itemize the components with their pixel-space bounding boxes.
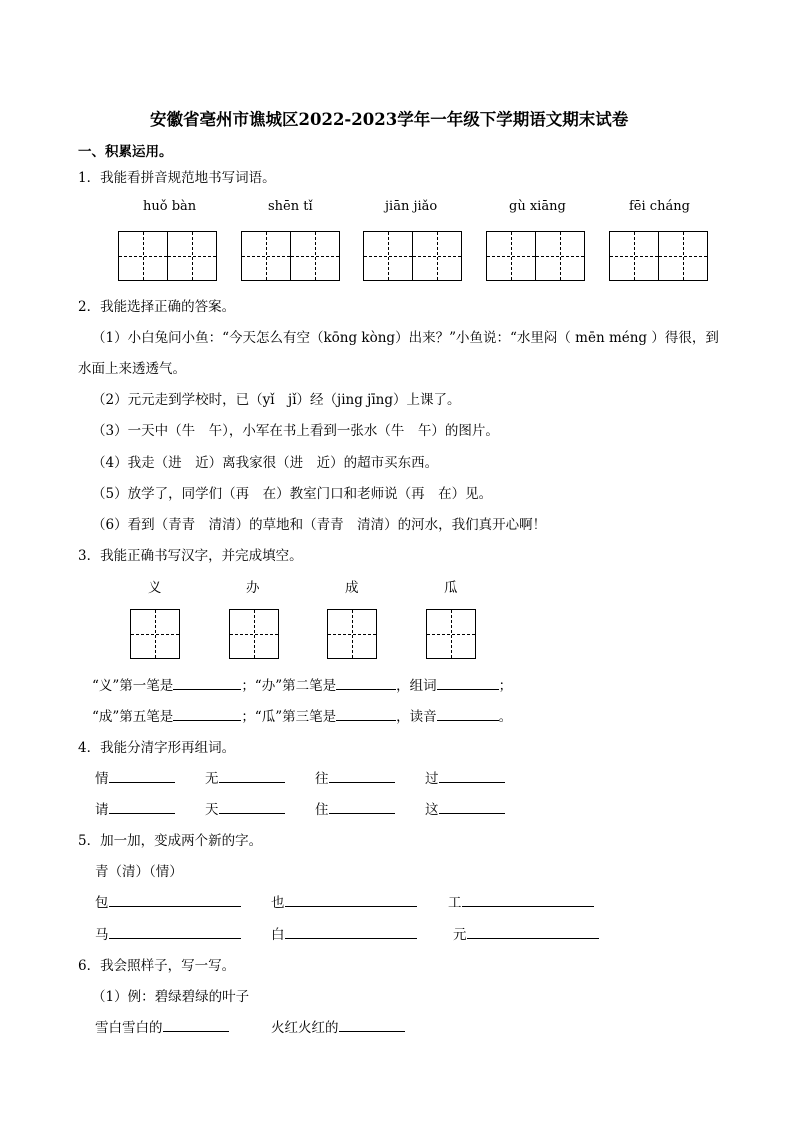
question-4-stem: 4．我能分清字形再组词。 [78,740,236,756]
char-grid-1[interactable] [130,609,180,659]
fill-text: “义”第一笔是 [92,678,174,694]
pattern-text: 雪白雪白的 [95,1020,163,1036]
question-6-example: （1）例：碧绿碧绿的叶子 [92,989,250,1005]
writing-grid-1[interactable] [118,231,217,281]
question-5-example: 青（清）（情） [95,864,183,880]
question-2-line-6: （6）看到（青青 清清）的草地和（青青 清清）的河水，我们真开心啊！ [92,517,547,533]
base-char: 元 [453,927,467,943]
char-grid-2[interactable] [229,609,279,659]
question-2-line-3: （3）一天中（牛 午），小军在书上看到一张水（牛 午）的图片。 [92,423,499,439]
answer-blank[interactable] [109,799,175,814]
page-title: 安徽省亳州市谯城区2022-2023学年一年级下学期语文期末试卷 [150,110,629,129]
char-label-1: 义 [148,580,162,596]
question-2-line-1b: 水面上来透透气。 [78,361,186,377]
base-char: 包 [95,895,109,911]
question-6-stem: 6．我会照样子，写一写。 [78,958,236,974]
answer-blank[interactable] [219,768,285,783]
answer-blank[interactable] [163,1017,229,1032]
pattern-text: 火红火红的 [271,1020,339,1036]
char-label-2: 办 [246,580,260,596]
fill-line-1 [92,674,512,694]
word-pair-item [205,767,285,787]
answer-blank[interactable] [437,675,499,690]
add-char-item [271,923,417,943]
word-pair-item [95,798,175,818]
word-char: 过 [425,771,439,787]
add-char-item [453,923,599,943]
question-3-stem: 3．我能正确书写汉字，并完成填空。 [78,548,303,564]
word-pair-item [315,767,395,787]
word-char: 天 [205,802,219,818]
add-char-item [95,891,241,911]
answer-blank[interactable] [285,924,417,939]
pattern-item [95,1016,229,1036]
answer-blank[interactable] [339,1017,405,1032]
question-2-line-5: （5）放学了，同学们（再 在）教室门口和老师说（再 在）见。 [92,486,493,502]
word-char: 请 [95,802,109,818]
pinyin-1: huǒ bàn [143,199,197,214]
add-char-item [271,891,417,911]
word-char: 无 [205,771,219,787]
question-2-line-1: （1）小白兔问小鱼：“今天怎么有空（kōng kòng）出来？”小鱼说：“水里闷（ mēn méng ）得很，到 [92,330,719,346]
answer-blank[interactable] [462,892,594,907]
pinyin-4: gù xiāng [509,199,566,214]
answer-blank[interactable] [437,706,499,721]
writing-grid-5[interactable] [609,231,708,281]
question-2-line-2: （2）元元走到学校时，已（yǐ jǐ）经（jing jīng）上课了。 [92,392,461,408]
pinyin-5: fēi cháng [629,199,690,214]
answer-blank[interactable] [336,675,396,690]
pinyin-2: shēn tǐ [268,199,313,214]
word-pair-item [95,767,175,787]
base-char: 工 [448,895,462,911]
answer-blank[interactable] [329,799,395,814]
char-label-3: 成 [345,580,359,596]
question-2-line-4: （4）我走（进 近）离我家很（进 近）的超市买东西。 [92,455,439,471]
answer-blank[interactable] [336,706,396,721]
word-pair-item [205,798,285,818]
word-char: 住 [315,802,329,818]
fill-text: ；“办”第二笔是 [241,678,337,694]
add-char-item [448,891,594,911]
question-1-stem: 1．我能看拼音规范地书写词语。 [78,170,276,186]
fill-text: ；“瓜”第三笔是 [241,709,337,725]
fill-text: ； [498,678,513,694]
char-grid-3[interactable] [327,609,377,659]
answer-blank[interactable] [109,892,241,907]
writing-grid-2[interactable] [241,231,340,281]
word-char: 情 [95,771,109,787]
answer-blank[interactable] [219,799,285,814]
pattern-item [271,1016,405,1036]
base-char: 白 [271,927,285,943]
base-char: 也 [271,895,285,911]
section-heading: 一、积累运用。 [78,144,173,160]
word-pair-item [425,798,505,818]
question-5-stem: 5．加一加，变成两个新的字。 [78,833,263,849]
answer-blank[interactable] [109,924,241,939]
word-char: 这 [425,802,439,818]
answer-blank[interactable] [439,768,505,783]
fill-text: “成”第五笔是 [92,709,174,725]
char-grid-4[interactable] [426,609,476,659]
question-2-stem: 2．我能选择正确的答案。 [78,299,236,315]
add-char-item [95,923,241,943]
answer-blank[interactable] [329,768,395,783]
answer-blank[interactable] [285,892,417,907]
pinyin-3: jiān jiǎo [385,199,438,214]
fill-line-2 [92,705,512,725]
answer-blank[interactable] [109,768,175,783]
word-pair-item [315,798,395,818]
answer-blank[interactable] [439,799,505,814]
base-char: 马 [95,927,109,943]
answer-blank[interactable] [467,924,599,939]
writing-grid-3[interactable] [363,231,462,281]
word-pair-item [425,767,505,787]
writing-grid-4[interactable] [486,231,585,281]
fill-text: ，读音 [396,709,437,725]
char-label-4: 瓜 [444,580,458,596]
answer-blank[interactable] [173,675,241,690]
fill-text: 。 [498,709,513,725]
fill-text: ，组词 [396,678,437,694]
answer-blank[interactable] [173,706,241,721]
word-char: 往 [315,771,329,787]
